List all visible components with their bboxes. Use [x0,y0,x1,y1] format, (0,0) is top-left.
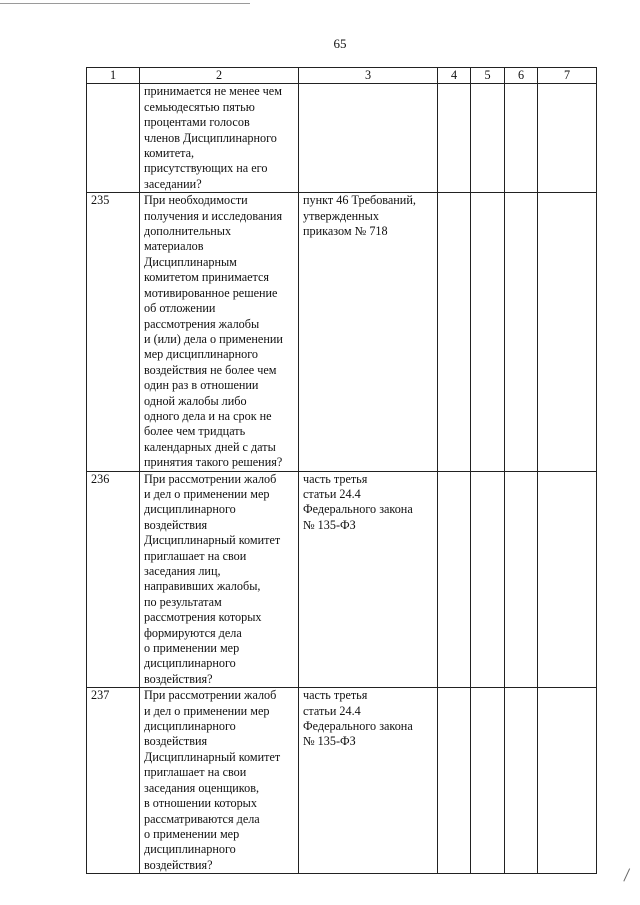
answer-yes-cell [438,688,471,874]
column-header-7: 7 [538,68,597,84]
requirement-line: приглашает на свои [144,548,247,563]
reference-line: № 135-ФЗ [303,517,356,532]
row-number [87,84,140,193]
column-header-1: 1 [87,68,140,84]
answer-yes-cell [438,84,471,193]
requirement-line: о применении мер [144,826,240,841]
answer-no-cell [471,688,505,874]
requirement-line: одного дела и на срок не [144,408,272,423]
requirement-line: дополнительных [144,224,232,239]
table-row [87,193,597,471]
requirement-line: дисциплинарного [144,502,236,517]
requirement-text [140,84,299,193]
reference-line: приказом № 718 [303,224,388,239]
row-number: 235 [87,193,140,471]
requirement-line: рассматриваются дела [144,811,260,826]
column-header-3: 3 [299,68,438,84]
note-cell [538,193,597,471]
requirement-line: более чем тридцать [144,424,246,439]
header-row [87,68,597,84]
requirement-line: комитета, [144,146,195,161]
requirement-line: дисциплинарного [144,656,236,671]
requirement-line: дисциплинарного [144,719,236,734]
legal-reference [299,471,438,688]
reference-line: часть третья [303,688,368,703]
requirement-line: членов Дисциплинарного [144,130,277,145]
requirement-line: присутствующих на его [144,161,268,176]
requirement-line: одной жалобы либо [144,393,247,408]
requirement-text [140,193,299,471]
top-rule [0,3,250,4]
requirement-line: один раз в отношении [144,378,259,393]
requirement-line: и дел о применении мер [144,703,270,718]
scan-mark [623,868,634,883]
requirement-line: приглашает на свои [144,765,247,780]
requirement-line: процентами голосов [144,115,250,130]
requirement-line: семьюдесятью пятью [144,99,255,114]
requirement-line: воздействия [144,734,208,749]
requirement-line: Дисциплинарный комитет [144,749,281,764]
page-number: 65 [333,36,347,51]
requirement-line: Дисциплинарный комитет [144,533,281,548]
answer-yes-cell [438,193,471,471]
requirement-text [140,688,299,874]
checklist-table [86,67,597,874]
reference-line: № 135-ФЗ [303,734,356,749]
requirement-line: формируются дела [144,625,242,640]
requirement-line: мотивированное решение [144,285,278,300]
reference-line: Федерального закона [303,719,413,734]
requirement-line: мер дисциплинарного [144,347,258,362]
row-number: 236 [87,471,140,688]
requirement-line: При рассмотрении жалоб [144,471,277,486]
requirement-line: и дел о применении мер [144,486,270,501]
note-cell [538,471,597,688]
legal-reference [299,84,438,193]
table-body [87,84,597,874]
requirement-line: об отложении [144,301,216,316]
answer-no-cell [471,193,505,471]
requirement-line: заседании? [144,176,202,191]
answer-no-cell [471,84,505,193]
requirement-line: комитетом принимается [144,270,270,285]
requirement-line: дисциплинарного [144,842,236,857]
table-row [87,471,597,688]
legal-reference [299,193,438,471]
note-cell [538,84,597,193]
requirement-line: принятия такого решения? [144,455,283,470]
requirement-line: по результатам [144,594,222,609]
reference-line: часть третья [303,471,368,486]
not-applicable-cell [505,193,538,471]
requirement-line: и (или) дела о применении [144,331,283,346]
requirement-text [140,471,299,688]
requirement-line: в отношении которых [144,796,257,811]
reference-line: статьи 24.4 [303,703,361,718]
table-row [87,84,597,193]
not-applicable-cell [505,688,538,874]
requirement-line: При рассмотрении жалоб [144,688,277,703]
column-header-6: 6 [505,68,538,84]
requirement-line: направивших жалобы, [144,579,261,594]
reference-line: пункт 46 Требований, [303,193,416,208]
requirement-line: рассмотрения которых [144,610,262,625]
requirement-line: воздействия? [144,671,213,686]
requirement-line: Дисциплинарным [144,254,237,269]
reference-line: утвержденных [303,208,379,223]
column-header-5: 5 [471,68,505,84]
not-applicable-cell [505,471,538,688]
requirement-line: получения и исследования [144,208,283,223]
requirement-line: При необходимости [144,193,248,208]
requirement-line: заседания оценщиков, [144,780,259,795]
requirement-line: воздействия не более чем [144,362,277,377]
requirement-line: материалов [144,239,204,254]
column-header-4: 4 [438,68,471,84]
requirement-line: рассмотрения жалобы [144,316,260,331]
note-cell [538,688,597,874]
requirement-line: календарных дней с даты [144,439,276,454]
legal-reference [299,688,438,874]
answer-yes-cell [438,471,471,688]
answer-no-cell [471,471,505,688]
requirement-line: заседания лиц, [144,564,221,578]
not-applicable-cell [505,84,538,193]
requirement-line: воздействия [144,517,208,532]
reference-line: статьи 24.4 [303,486,361,501]
column-header-2: 2 [140,68,299,84]
requirement-line: воздействия? [144,857,213,872]
requirement-line: о применении мер [144,641,240,656]
reference-line: Федерального закона [303,502,413,517]
requirement-line: принимается не менее чем [144,84,282,99]
row-number: 237 [87,688,140,874]
table-row [87,688,597,874]
